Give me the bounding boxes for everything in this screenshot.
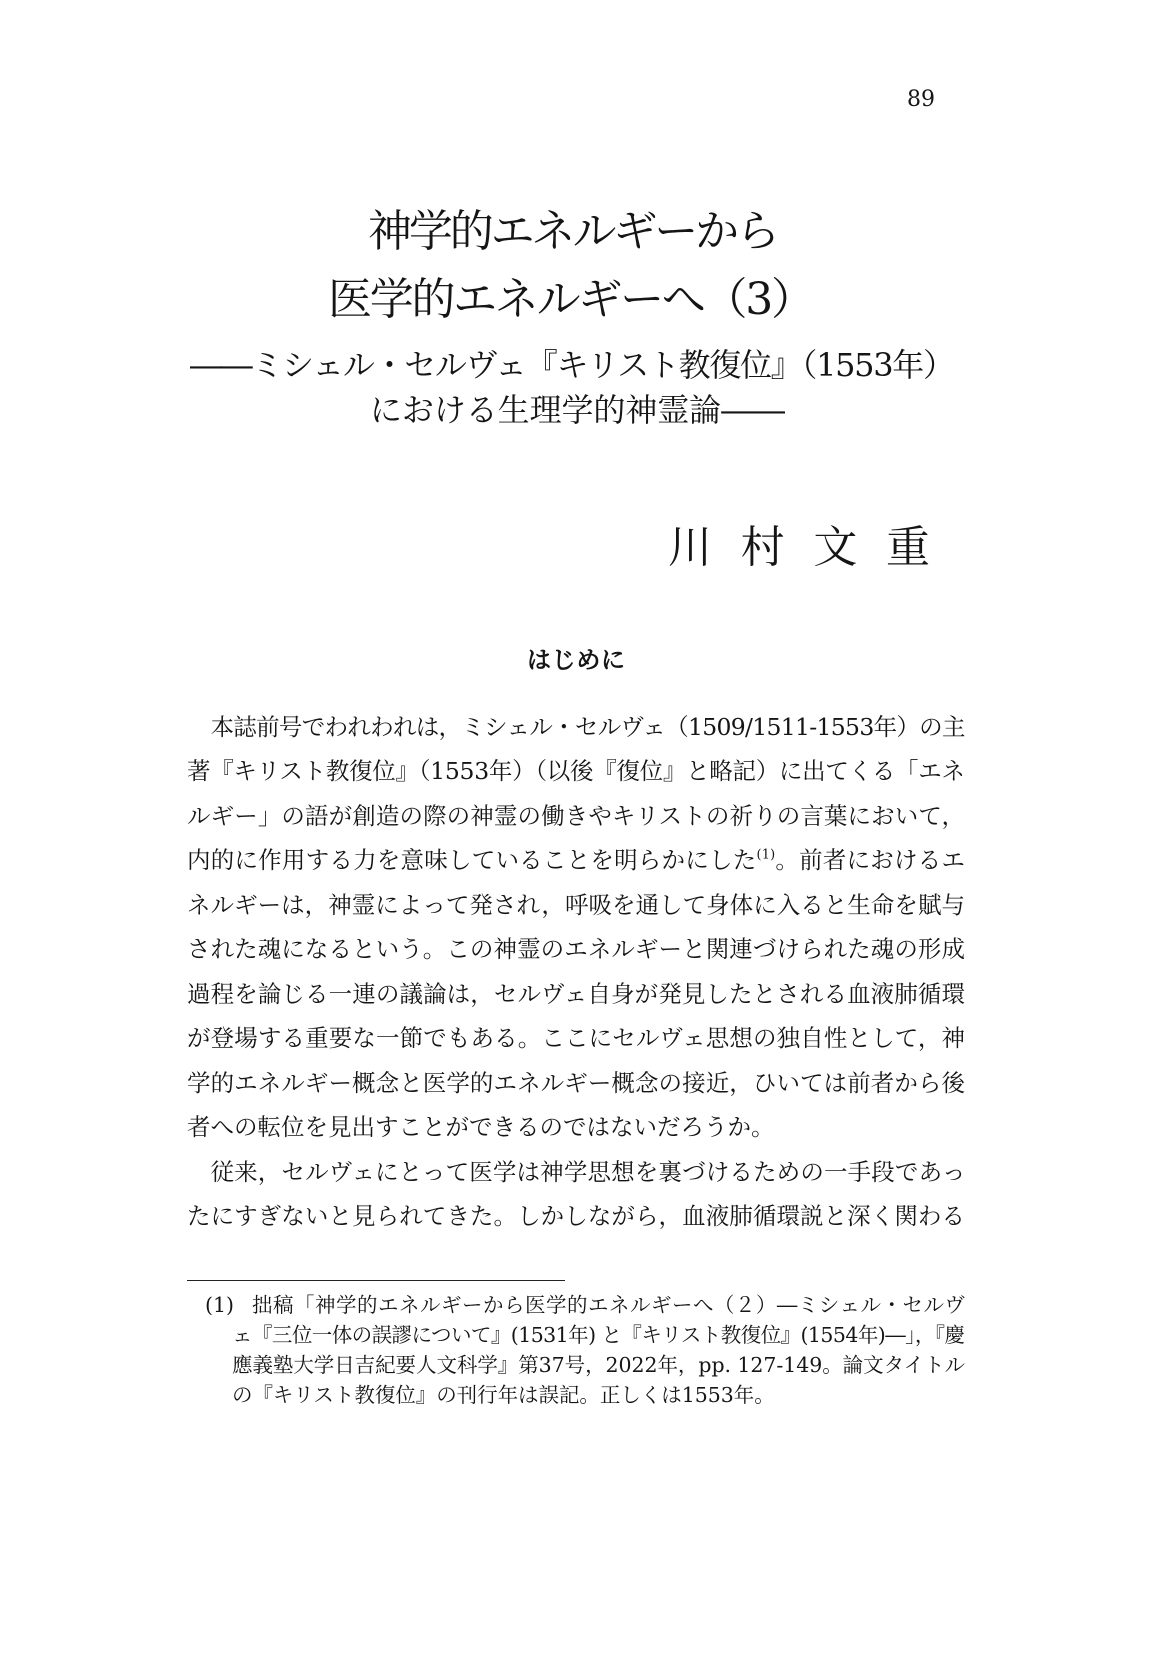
body-line: 著『キリスト教復位』（1553年）（以後『復位』と略記）に出てくる「エネ (187, 757, 965, 786)
title-line-1: 神学的エネルギーから (368, 206, 777, 257)
footnote-line: 拙稿「神学的エネルギーから医学的エネルギーへ（２）―ミシェル・セルヴ (252, 1293, 966, 1317)
body-line-text: 。前者におけるエ (775, 846, 966, 875)
body-line (187, 838, 965, 883)
body-line: 過程を論じる一連の議論は，セルヴェ自身が発見したとされる血液肺循環 (187, 979, 966, 1008)
body-line: 学的エネルギー概念と医学的エネルギー概念の接近，ひいては前者から後 (187, 1068, 966, 1097)
body-line: ルギー」の語が創造の際の神霊の働きやキリストの祈りの言葉において， (187, 801, 966, 830)
subtitle-line-1: ――ミシェル・セルヴェ『キリスト教復位』（1553年） (190, 346, 954, 384)
section-heading: はじめに (527, 646, 626, 674)
footnote-separator (187, 1280, 565, 1281)
subtitle-line-2: における生理学的神霊論―― (370, 391, 785, 429)
body-line: たにすぎないと見られてきた。しかしながら，血液肺循環説と深く関わる (187, 1202, 966, 1231)
body-line-text: 内的に作用する力を意味していることを明らかにした (187, 846, 757, 875)
body-line: が登場する重要な一節でもある。ここにセルヴェ思想の独自性として，神 (187, 1024, 966, 1053)
body-line: された魂になるという。この神霊のエネルギーと関連づけられた魂の形成 (187, 935, 966, 964)
page-number: 89 (907, 87, 935, 112)
body-line: 本誌前号でわれわれは，ミシェル・セルヴェ（1509/1511-1553年）の主 (210, 712, 965, 741)
footnote-marker: (1) (205, 1293, 235, 1317)
footnote-line: の『キリスト教復位』の刊行年は誤記。正しくは1553年。 (232, 1383, 775, 1407)
footnote-reference: (1) (756, 847, 776, 863)
author-name: 川村文重 (668, 522, 959, 573)
title-line-2: 医学的エネルギーへ（3） (328, 274, 813, 325)
body-line: ネルギーは，神霊によって発され，呼吸を通して身体に入ると生命を賦与 (187, 890, 966, 919)
body-line: 従来，セルヴェにとって医学は神学思想を裏づけるための一手段であっ (210, 1157, 966, 1186)
footnote-line: ェ『三位一体の誤謬について』(1531年) と『キリスト教復位』(1554年)―」，『慶 (232, 1323, 965, 1347)
body-text (187, 705, 965, 1239)
footnote-line: 應義塾大学日吉紀要人文科学』第37号，2022年，pp. 127-149。論文タイトル (232, 1353, 965, 1377)
body-line: 者への転位を見出すことができるのではないだろうか。 (187, 1113, 775, 1142)
